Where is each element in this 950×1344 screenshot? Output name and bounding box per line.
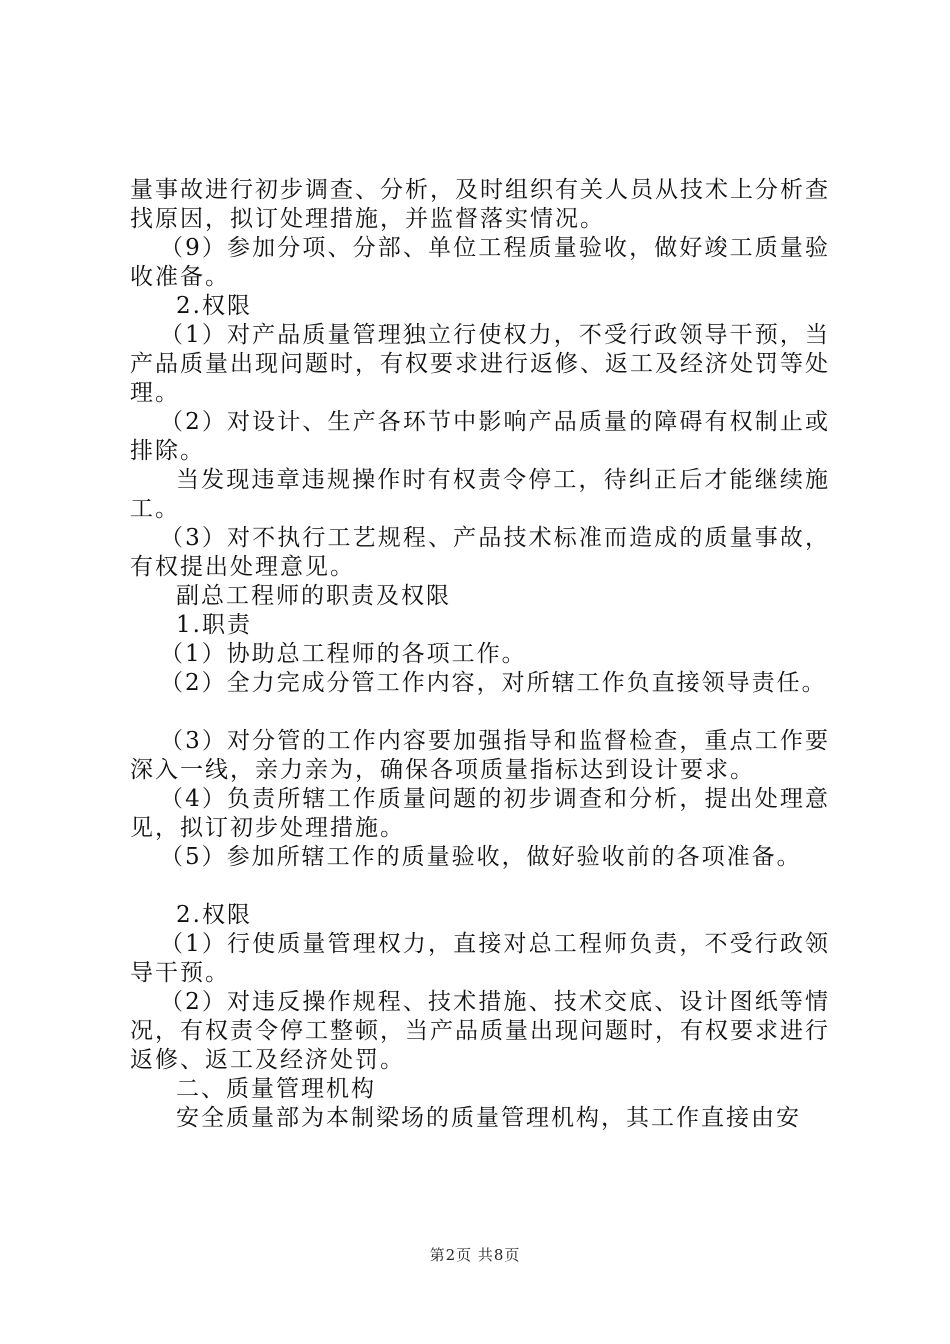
section-heading: 副总工程师的职责及权限 [176,583,451,609]
paragraph: （3）对不执行工艺规程、产品技术标准而造成的质量事故，有权提出处理意见。 [130,525,830,580]
page-footer: 第2页 共8页 [429,1246,521,1264]
spacer [130,698,830,727]
document-body [130,176,830,1133]
paragraph: （3）对分管的工作内容要加强指导和监督检查，重点工作要深入一线，亲力亲为，确保各项质量指标达到设计要求。 [130,728,830,783]
paragraph: （1）协助总工程师的各项工作。 [160,641,527,667]
spacer [130,872,830,901]
paragraph: （1）行使质量管理权力，直接对总工程师负责，不受行政领导干预。 [130,931,830,986]
paragraph: （4）负责所辖工作质量问题的初步调查和分析，提出处理意见，拟订初步处理措施。 [130,786,830,841]
paragraph: （9）参加分项、分部、单位工程质量验收，做好竣工质量验收准备。 [130,235,830,290]
paragraph: （2）全力完成分管工作内容，对所辖工作负直接领导责任。 [160,670,827,696]
paragraph: （1）对产品质量管理独立行使权力，不受行政领导干预，当产品质量出现问题时，有权要求进行返修、返工及经济处罚等处理。 [130,322,830,406]
paragraph: （2）对违反操作规程、技术措施、技术交底、设计图纸等情况，有权责令停工整顿，当产品质量出现问题时，有权要求进行返修、返工及经济处罚。 [130,989,830,1073]
paragraph: 量事故进行初步调查、分析，及时组织有关人员从技术上分析查找原因，拟订处理措施，并监督落实情况。 [130,177,830,232]
section-heading: 二、质量管理机构 [176,1076,376,1102]
section-heading: 2.权限 [176,902,252,928]
section-heading: 1.职责 [176,612,252,638]
paragraph: 当发现违章违规操作时有权责令停工，待纠正后才能继续施工。 [130,467,830,522]
paragraph: 安全质量部为本制梁场的质量管理机构，其工作直接由安 [176,1105,801,1131]
paragraph: （5）参加所辖工作的质量验收，做好验收前的各项准备。 [160,844,802,870]
section-heading: 2.权限 [176,293,252,319]
paragraph: （2）对设计、生产各环节中影响产品质量的障碍有权制止或排除。 [130,409,830,464]
